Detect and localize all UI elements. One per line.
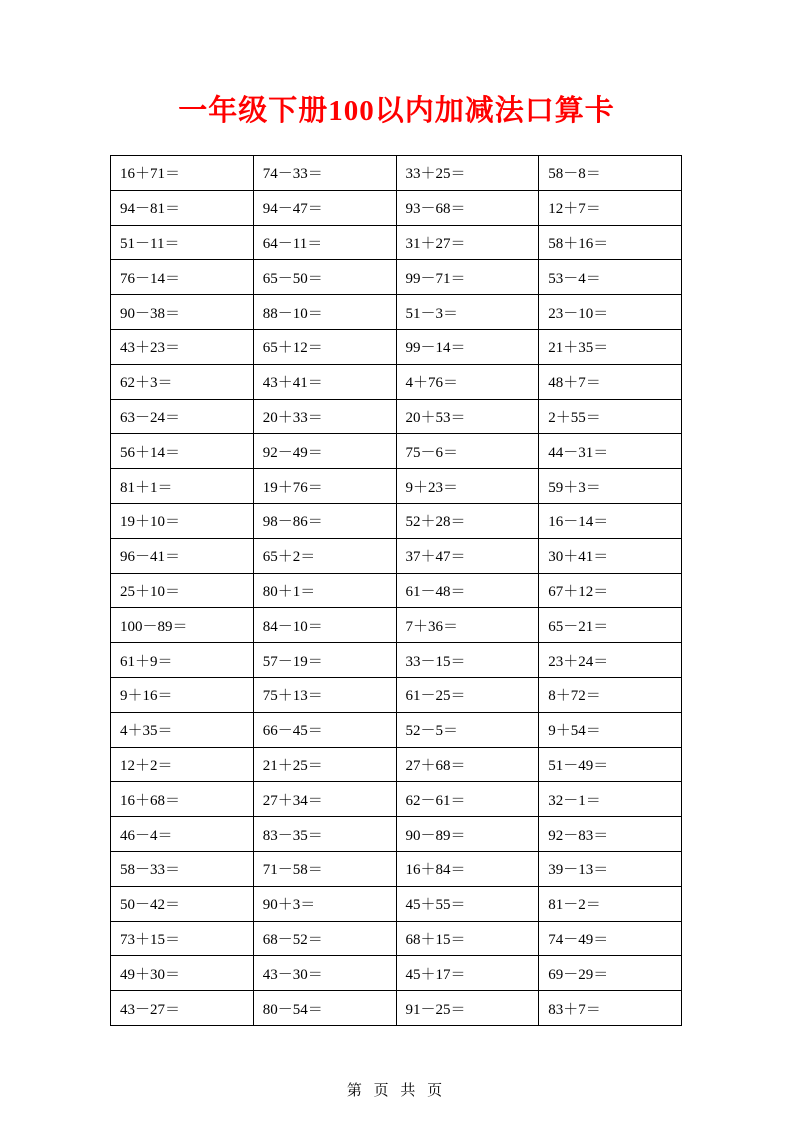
problem-cell: 88－10＝: [253, 295, 396, 330]
problem-cell: 27＋34＝: [253, 782, 396, 817]
table-row: [111, 817, 682, 852]
problem-cell: 19＋10＝: [111, 503, 254, 538]
problem-cell: 44－31＝: [539, 434, 682, 469]
problem-cell: 74－33＝: [253, 156, 396, 191]
problem-cell: 62－61＝: [396, 782, 539, 817]
problem-cell: 50－42＝: [111, 886, 254, 921]
problem-cell: 74－49＝: [539, 921, 682, 956]
problem-cell: 68－52＝: [253, 921, 396, 956]
problem-cell: 99－14＝: [396, 329, 539, 364]
problem-cell: 83－35＝: [253, 817, 396, 852]
problem-cell: 16＋71＝: [111, 156, 254, 191]
problem-cell: 48＋7＝: [539, 364, 682, 399]
problem-cell: 58－8＝: [539, 156, 682, 191]
problem-cell: 21＋35＝: [539, 329, 682, 364]
problem-cell: 31＋27＝: [396, 225, 539, 260]
problem-cell: 65－21＝: [539, 608, 682, 643]
problem-cell: 43＋41＝: [253, 364, 396, 399]
problem-cell: 94－47＝: [253, 190, 396, 225]
table-row: [111, 747, 682, 782]
problem-cell: 80－54＝: [253, 991, 396, 1026]
problem-cell: 65＋12＝: [253, 329, 396, 364]
problem-cell: 9＋16＝: [111, 677, 254, 712]
problem-cell: 53－4＝: [539, 260, 682, 295]
table-row: [111, 643, 682, 678]
problem-cell: 33－15＝: [396, 643, 539, 678]
table-row: [111, 469, 682, 504]
problem-cell: 65－50＝: [253, 260, 396, 295]
table-row: [111, 190, 682, 225]
table-row: [111, 434, 682, 469]
problem-cell: 51－49＝: [539, 747, 682, 782]
problem-cell: 9＋54＝: [539, 712, 682, 747]
problem-cell: 43－27＝: [111, 991, 254, 1026]
table-row: [111, 399, 682, 434]
table-row: [111, 295, 682, 330]
table-row: [111, 921, 682, 956]
problem-cell: 90＋3＝: [253, 886, 396, 921]
problem-cell: 7＋36＝: [396, 608, 539, 643]
problem-cell: 62＋3＝: [111, 364, 254, 399]
problem-cell: 65＋2＝: [253, 538, 396, 573]
problem-cell: 37＋47＝: [396, 538, 539, 573]
problem-cell: 66－45＝: [253, 712, 396, 747]
table-row: [111, 886, 682, 921]
problem-cell: 20＋33＝: [253, 399, 396, 434]
problem-cell: 51－3＝: [396, 295, 539, 330]
table-row: [111, 712, 682, 747]
problem-cell: 52－5＝: [396, 712, 539, 747]
problem-cell: 58－33＝: [111, 851, 254, 886]
problem-cell: 20＋53＝: [396, 399, 539, 434]
problem-cell: 83＋7＝: [539, 991, 682, 1026]
problem-cell: 94－81＝: [111, 190, 254, 225]
problem-cell: 30＋41＝: [539, 538, 682, 573]
table-row: [111, 503, 682, 538]
problem-cell: 39－13＝: [539, 851, 682, 886]
problem-cell: 71－58＝: [253, 851, 396, 886]
problem-cell: 23－10＝: [539, 295, 682, 330]
problem-cell: 58＋16＝: [539, 225, 682, 260]
problem-cell: 61＋9＝: [111, 643, 254, 678]
problem-cell: 61－25＝: [396, 677, 539, 712]
problem-cell: 81＋1＝: [111, 469, 254, 504]
problem-cell: 45＋55＝: [396, 886, 539, 921]
problem-cell: 4＋35＝: [111, 712, 254, 747]
problem-cell: 12＋7＝: [539, 190, 682, 225]
table-row: [111, 677, 682, 712]
problem-cell: 52＋28＝: [396, 503, 539, 538]
problem-cell: 21＋25＝: [253, 747, 396, 782]
table-row: [111, 364, 682, 399]
problem-cell: 51－11＝: [111, 225, 254, 260]
problem-cell: 33＋25＝: [396, 156, 539, 191]
problem-cell: 25＋10＝: [111, 573, 254, 608]
table-row: [111, 991, 682, 1026]
table-row: [111, 956, 682, 991]
problem-cell: 98－86＝: [253, 503, 396, 538]
problem-cell: 92－49＝: [253, 434, 396, 469]
problem-cell: 99－71＝: [396, 260, 539, 295]
table-row: [111, 573, 682, 608]
problem-cell: 8＋72＝: [539, 677, 682, 712]
table-row: [111, 782, 682, 817]
problem-cell: 46－4＝: [111, 817, 254, 852]
problem-cell: 43－30＝: [253, 956, 396, 991]
problem-cell: 59＋3＝: [539, 469, 682, 504]
problem-cell: 75＋13＝: [253, 677, 396, 712]
problem-cell: 32－1＝: [539, 782, 682, 817]
problem-cell: 68＋15＝: [396, 921, 539, 956]
table-row: [111, 156, 682, 191]
problem-cell: 16－14＝: [539, 503, 682, 538]
problem-cell: 56＋14＝: [111, 434, 254, 469]
problems-table: [110, 155, 682, 1026]
problem-cell: 16＋68＝: [111, 782, 254, 817]
problem-cell: 76－14＝: [111, 260, 254, 295]
problem-cell: 96－41＝: [111, 538, 254, 573]
problem-cell: 100－89＝: [111, 608, 254, 643]
problem-cell: 73＋15＝: [111, 921, 254, 956]
problem-cell: 49＋30＝: [111, 956, 254, 991]
problem-cell: 80＋1＝: [253, 573, 396, 608]
problem-cell: 69－29＝: [539, 956, 682, 991]
problem-cell: 45＋17＝: [396, 956, 539, 991]
problem-cell: 2＋55＝: [539, 399, 682, 434]
problems-table-body: [111, 156, 682, 1026]
problem-cell: 4＋76＝: [396, 364, 539, 399]
problem-cell: 12＋2＝: [111, 747, 254, 782]
problem-cell: 93－68＝: [396, 190, 539, 225]
table-row: [111, 851, 682, 886]
problem-cell: 57－19＝: [253, 643, 396, 678]
problem-cell: 67＋12＝: [539, 573, 682, 608]
table-row: [111, 329, 682, 364]
problem-cell: 90－89＝: [396, 817, 539, 852]
problem-cell: 16＋84＝: [396, 851, 539, 886]
problem-cell: 81－2＝: [539, 886, 682, 921]
table-row: [111, 608, 682, 643]
page-title: 一年级下册100以内加减法口算卡: [178, 95, 615, 127]
problem-cell: 63－24＝: [111, 399, 254, 434]
problem-cell: 27＋68＝: [396, 747, 539, 782]
table-row: [111, 260, 682, 295]
problem-cell: 91－25＝: [396, 991, 539, 1026]
problem-cell: 90－38＝: [111, 295, 254, 330]
problem-cell: 9＋23＝: [396, 469, 539, 504]
problem-cell: 19＋76＝: [253, 469, 396, 504]
problem-cell: 84－10＝: [253, 608, 396, 643]
problem-cell: 75－6＝: [396, 434, 539, 469]
problem-cell: 61－48＝: [396, 573, 539, 608]
table-row: [111, 225, 682, 260]
table-row: [111, 538, 682, 573]
problem-cell: 23＋24＝: [539, 643, 682, 678]
problem-cell: 43＋23＝: [111, 329, 254, 364]
page-footer: 第 页 共 页: [346, 1083, 447, 1099]
problem-cell: 92－83＝: [539, 817, 682, 852]
problem-cell: 64－11＝: [253, 225, 396, 260]
